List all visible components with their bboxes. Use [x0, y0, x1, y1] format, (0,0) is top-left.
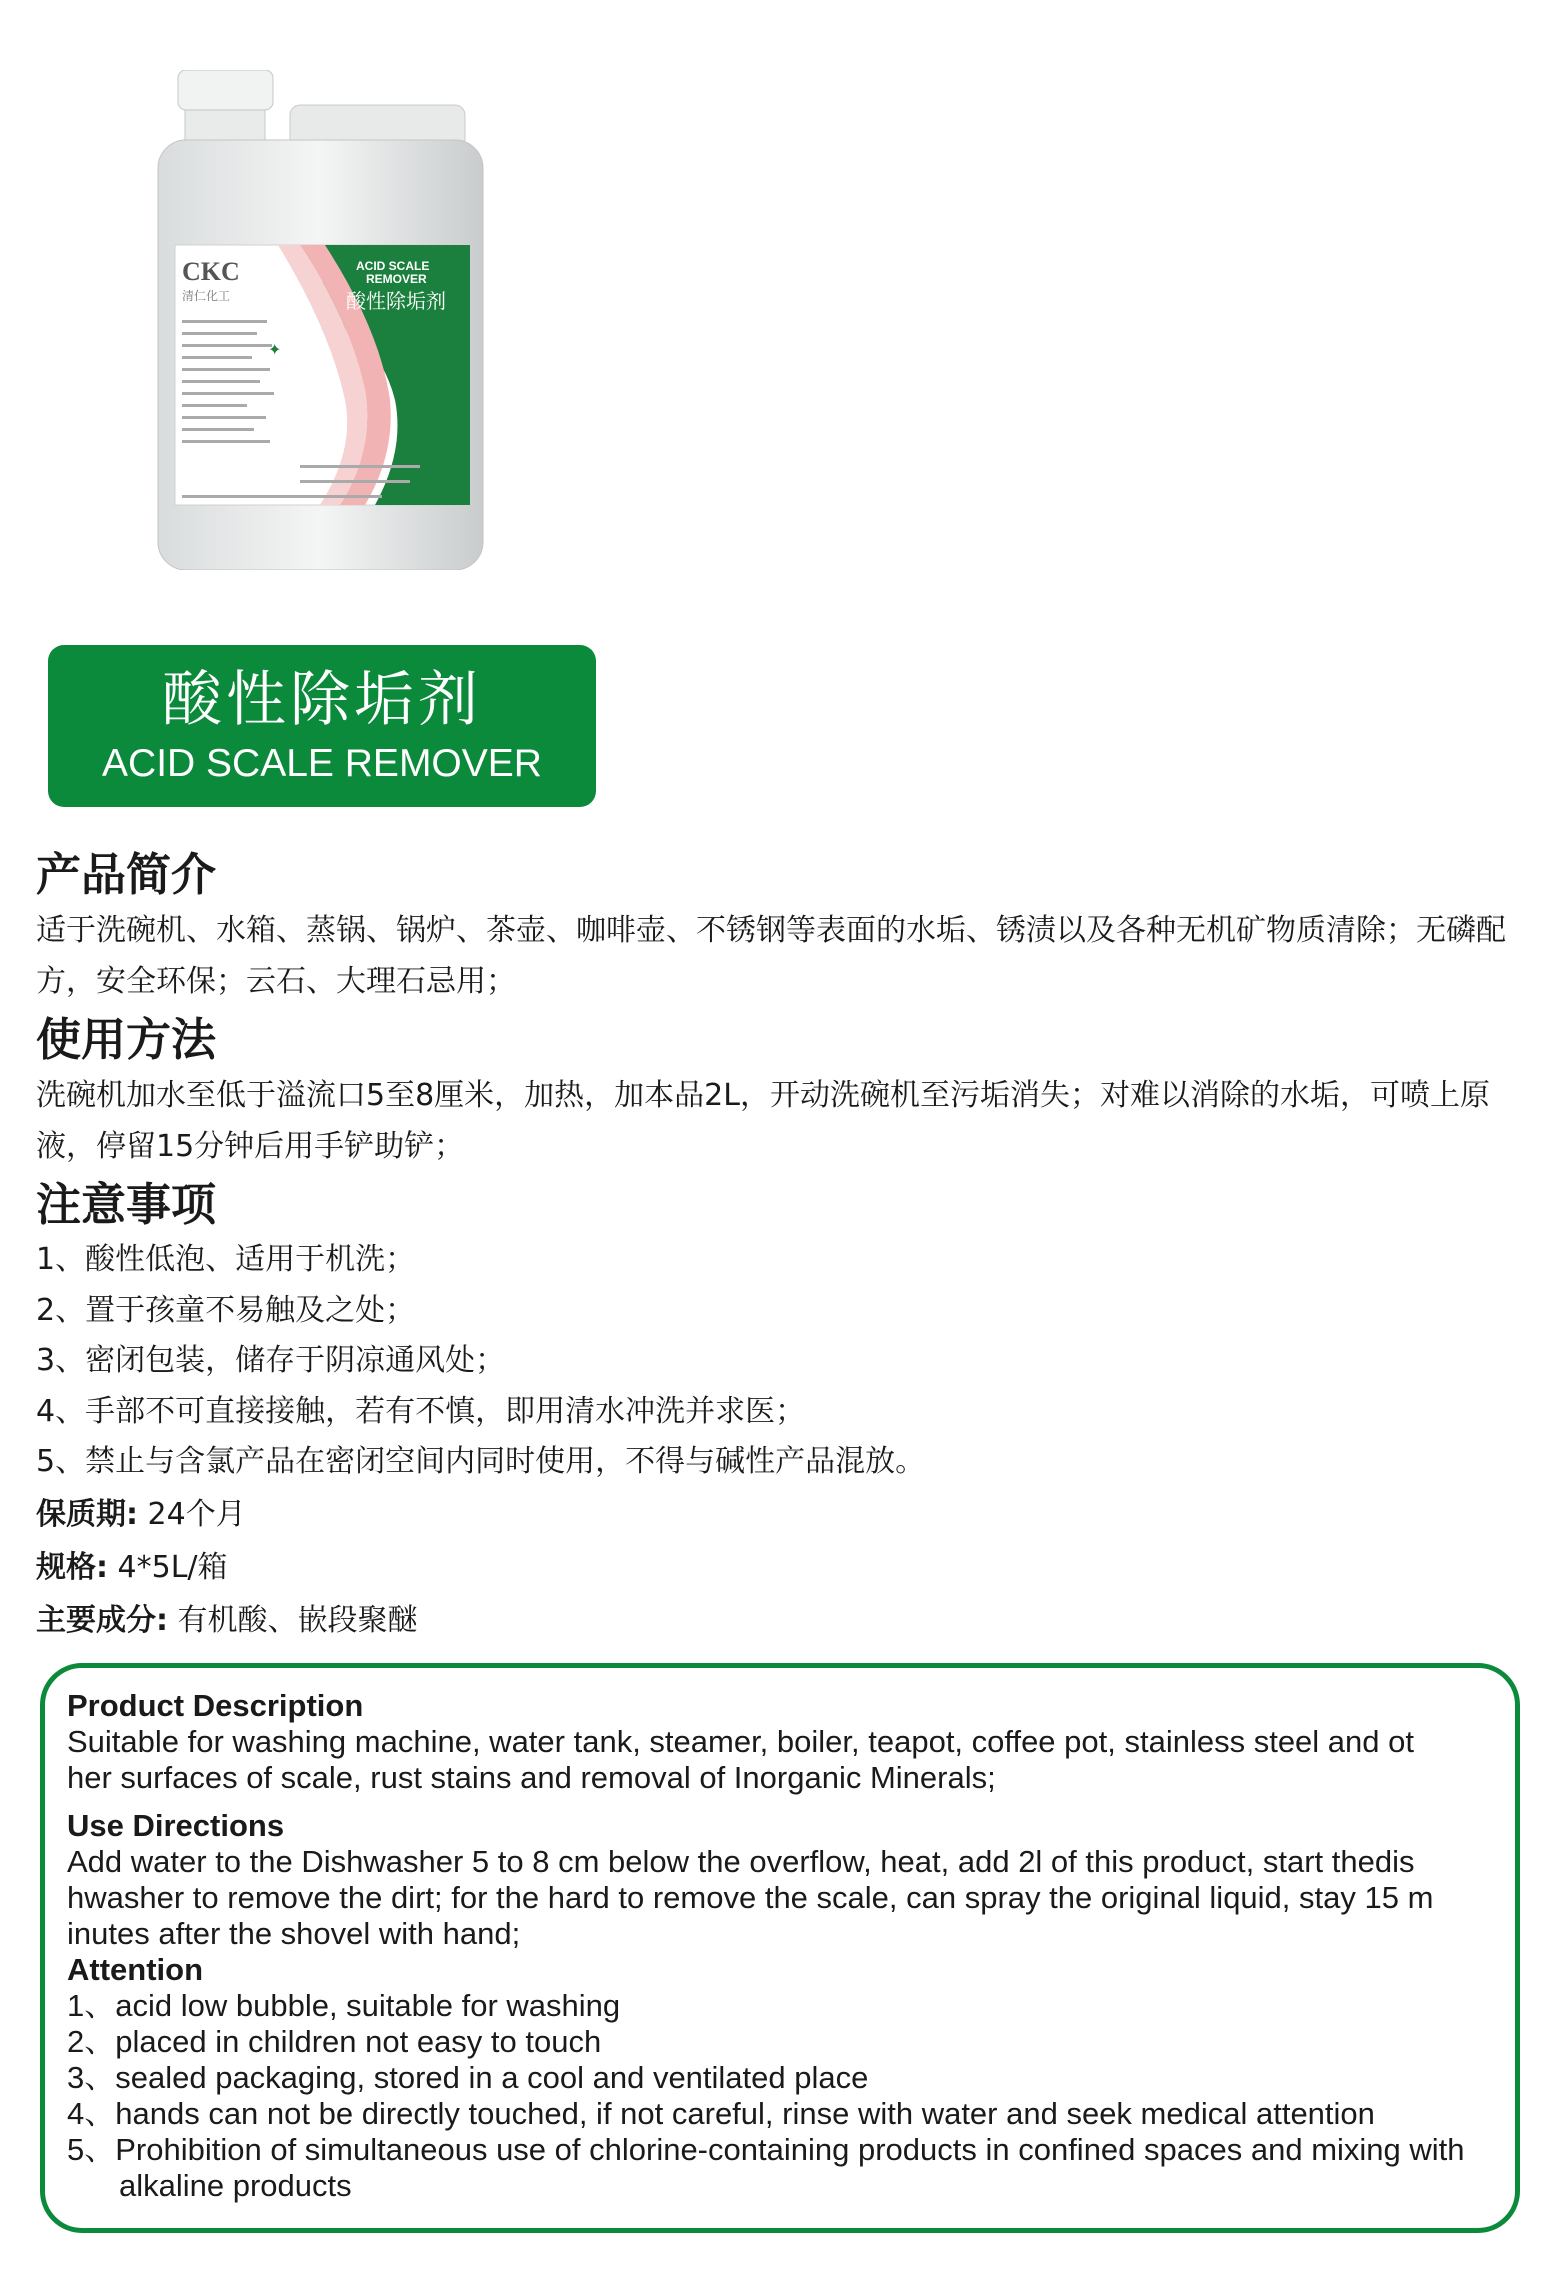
label-company: 清仁化工 — [182, 289, 231, 303]
english-content-box — [40, 1663, 1520, 2233]
product-bottle-image — [150, 70, 490, 570]
usage-heading: 使用方法 — [36, 1013, 217, 1066]
attention-heading: Attention — [67, 1952, 204, 1987]
label-zh-name: 酸性除垢剂 — [346, 289, 446, 313]
desc-heading: Product Description — [67, 1688, 364, 1723]
label-en-name-2: REMOVER — [366, 272, 427, 286]
desc-line: Suitable for washing machine, water tank, steamer, boiler, teapot, coffee pot, stainless steel and ot — [67, 1724, 1414, 1759]
svg-text:✦: ✦ — [268, 340, 282, 359]
shelf-life — [36, 1488, 1536, 1541]
spec-label: 规格: — [36, 1549, 108, 1585]
intro-heading: 产品简介 — [36, 848, 217, 901]
usage-heading-en: Use Directions — [67, 1808, 285, 1843]
usage-line: Add water to the Dishwasher 5 to 8 cm below the overflow, heat, add 2l of this product, start thedis — [67, 1844, 1415, 1879]
list-item: 2、placed in children not easy to touch — [67, 2024, 602, 2059]
banner-title-en: ACID SCALE REMOVER — [102, 742, 542, 785]
list-item: 5、禁止与含氯产品在密闭空间内同时使用，不得与碱性产品混放。 — [36, 1444, 926, 1479]
list-item: 4、hands can not be directly touched, if not careful, rinse with water and seek medical attention — [67, 2096, 1375, 2131]
label-brand: CKC — [182, 257, 240, 286]
list-item: 1、酸性低泡、适用于机洗； — [36, 1242, 416, 1277]
notes-heading: 注意事项 — [36, 1178, 217, 1231]
list-item: 4、手部不可直接接触，若有不慎，即用清水冲洗并求医； — [36, 1393, 806, 1429]
spec-value: 4*5L/箱 — [108, 1549, 228, 1585]
title-banner — [48, 645, 596, 807]
ingredients-value: 有机酸、嵌段聚醚 — [168, 1602, 418, 1638]
list-item: 3、sealed packaging, stored in a cool and ventilated place — [67, 2060, 869, 2095]
intro-text: 适于洗碗机、水箱、蒸锅、锅炉、茶壶、咖啡壶、不锈钢等表面的水垢、锈渍以及各种无机矿物质清除；无磷配方，安全环保；云石、大理石忌用； — [36, 913, 1506, 999]
spec — [36, 1541, 1536, 1594]
ingredients — [36, 1594, 1536, 1647]
banner-title-zh: 酸性除垢剂 — [162, 665, 482, 735]
chinese-content — [36, 845, 1536, 1647]
label-en-name: ACID SCALE — [356, 259, 430, 273]
list-item: 2、置于孩童不易触及之处； — [36, 1292, 416, 1328]
desc-line: her surfaces of scale, rust stains and removal of Inorganic Minerals; — [67, 1760, 996, 1795]
ingredients-label: 主要成分: — [36, 1602, 168, 1638]
notes-list — [36, 1235, 1536, 1488]
usage-text: 洗碗机加水至低于溢流口5至8厘米，加热，加本品2L，开动洗碗机至污垢消失；对难以消除的水垢，可喷上原液，停留15分钟后用手铲助铲； — [36, 1078, 1490, 1164]
usage-line: hwasher to remove the dirt; for the hard to remove the scale, can spray the original liquid, stay 15 m — [67, 1880, 1434, 1915]
list-item: 5、Prohibition of simultaneous use of chlorine-containing products in confined spaces and mixing with alkaline products — [67, 2132, 1465, 2203]
list-item: 1、acid low bubble, suitable for washing — [67, 1988, 621, 2023]
list-item: 3、密闭包装，储存于阴凉通风处； — [36, 1343, 506, 1378]
usage-line: inutes after the shovel with hand; — [67, 1916, 521, 1951]
shelf-life-value: 24个月 — [138, 1496, 246, 1532]
shelf-life-label: 保质期: — [36, 1496, 138, 1532]
